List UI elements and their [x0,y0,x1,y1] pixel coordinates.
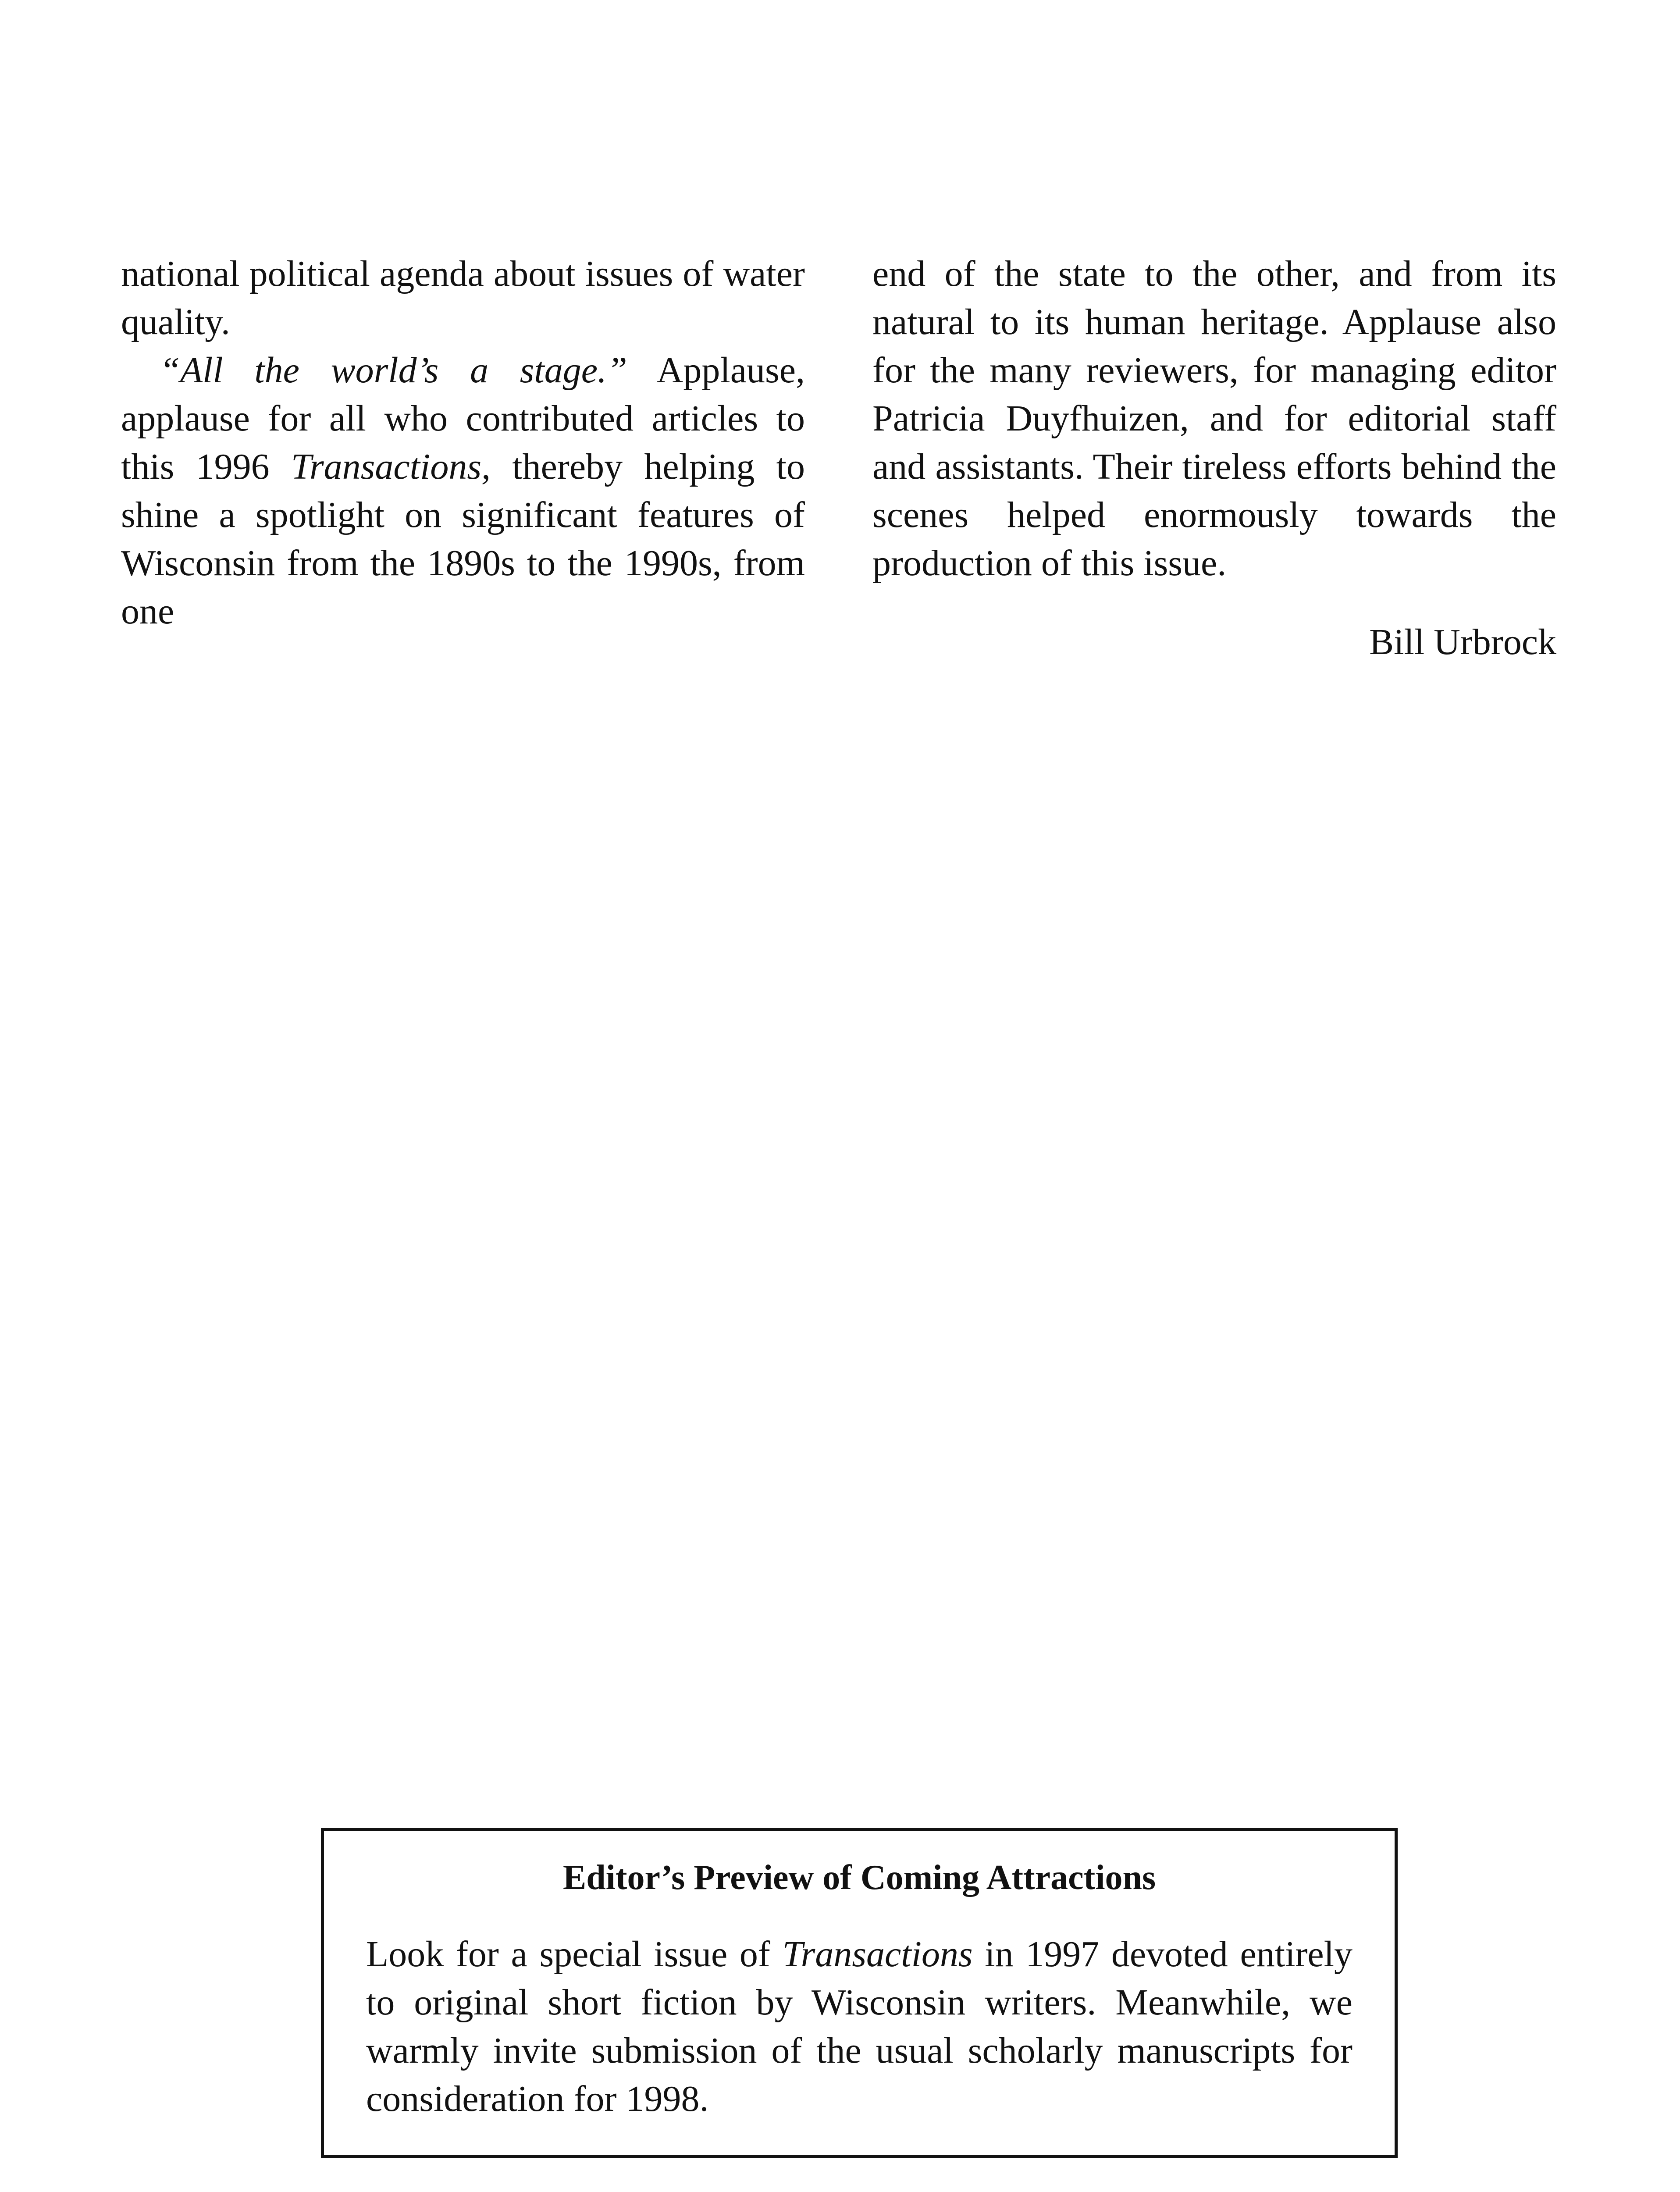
preview-box [321,1828,1398,2158]
preview-journal-title: Transactions [782,1934,973,1975]
preview-box-body [366,1930,1353,2123]
preview-box-title: Editor’s Preview of Coming Attractions [562,1858,1156,1897]
journal-title: Transactions, [291,446,491,487]
preview-text-a: Look for a special issue of [366,1934,783,1975]
shakespeare-quote: “All the world’s a stage.” [160,350,627,391]
right-paragraph-1: end of the state to the other, and from its natural to its human heritage. Applause also for the many reviewers, for managing editor Patricia Duyfhuizen, and for editorial staff and assistants. Their tireless efforts behind the scenes helped enormously towards the production of this issue. [872,253,1556,584]
left-paragraph-1: national political agenda about issues of water quality. [121,253,805,342]
left-paragraph-2-text-a: Applause, applause for all who contributed articles to this 1996 [121,350,805,487]
left-paragraph-2 [121,346,805,636]
right-column [872,250,1556,666]
left-paragraph-2-text-b: thereby helping to shine a spotlight on significant features of Wisconsin from the 1890s to the 1990s, from one [121,446,805,632]
author-signature: Bill Urbrock [1369,622,1556,662]
left-column [121,250,805,636]
preview-text-b: in 1997 devoted entirely to original short fiction by Wisconsin writers. Meanwhile, we warmly invite submission of the usual scholarly manuscripts for consideration for 1998. [366,1934,1353,2119]
